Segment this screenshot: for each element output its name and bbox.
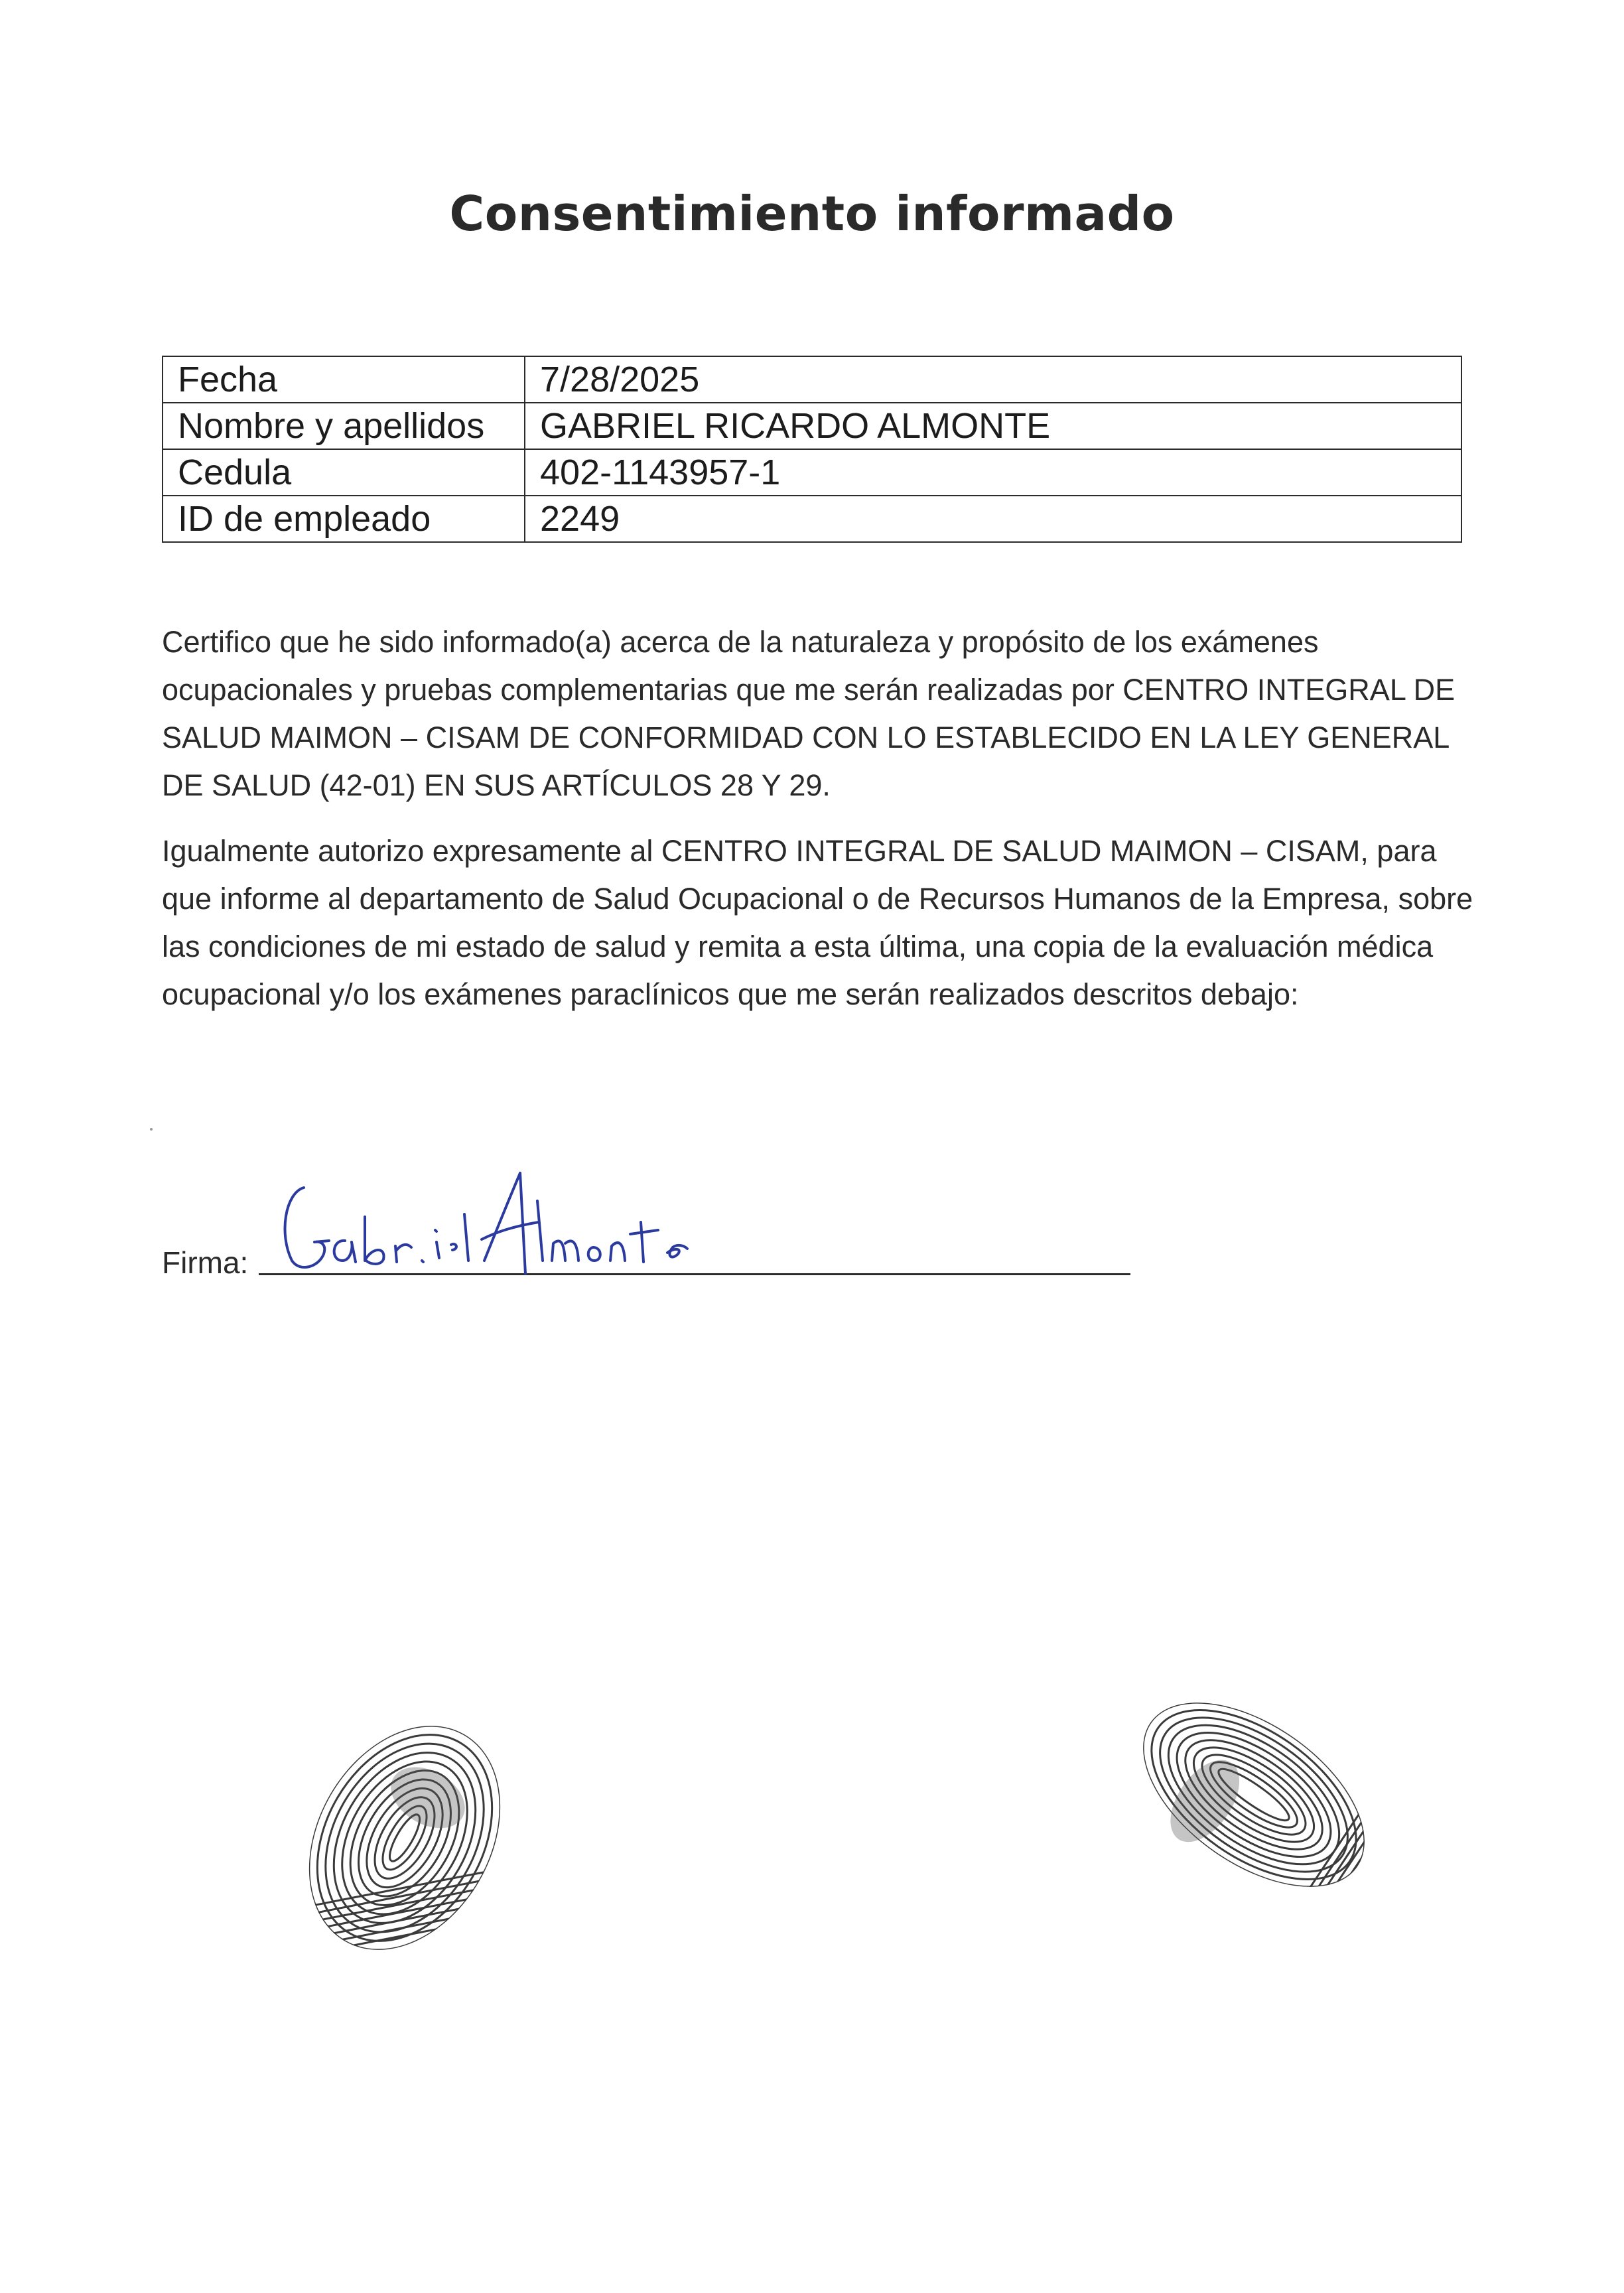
table-row xyxy=(163,449,1461,496)
right-fingerprint-image xyxy=(1121,1685,1387,1904)
handwritten-signature xyxy=(265,1161,743,1287)
field-value-cedula: 402-1143957-1 xyxy=(525,449,1461,496)
field-label-fecha: Fecha xyxy=(163,356,525,403)
certification-paragraph: Certifico que he sido informado(a) acerca de la naturaleza y propósito de los exámenes ocupacionales y pruebas complementarias que me serán realizadas por CENTRO INTEGRAL DE SALUD MAIMON – CISAM DE CONFORMIDAD CON LO ESTABLECIDO EN LA LEY GENERAL DE SALUD (42-01) EN SUS ARTÍCULOS 28 Y 29. xyxy=(162,625,1455,802)
field-label-nombre: Nombre y apellidos xyxy=(163,403,525,449)
field-value-id-empleado: 2249 xyxy=(525,496,1461,542)
table-row xyxy=(163,356,1461,403)
table-row xyxy=(163,496,1461,542)
signature-label: Firma: xyxy=(162,1245,249,1280)
field-label-cedula: Cedula xyxy=(163,449,525,496)
left-fingerprint-image xyxy=(285,1712,524,1964)
authorization-paragraph: Igualmente autorizo expresamente al CENTRO INTEGRAL DE SALUD MAIMON – CISAM, para que informe al departamento de Salud Ocupacional o de Recursos Humanos de la Empresa, sobre las condiciones de mi estado de salud y remita a esta última, una copia de la evaluación médica ocupacional y/o los exámenes paraclínicos que me serán realizados descritos debajo: xyxy=(162,834,1473,1011)
info-table xyxy=(162,356,1462,543)
scan-speck xyxy=(150,1128,153,1131)
page-title: Consentimiento informado xyxy=(449,186,1175,242)
field-value-nombre: GABRIEL RICARDO ALMONTE xyxy=(525,403,1461,449)
field-value-fecha: 7/28/2025 xyxy=(525,356,1461,403)
table-row xyxy=(163,403,1461,449)
field-label-id-empleado: ID de empleado xyxy=(163,496,525,542)
